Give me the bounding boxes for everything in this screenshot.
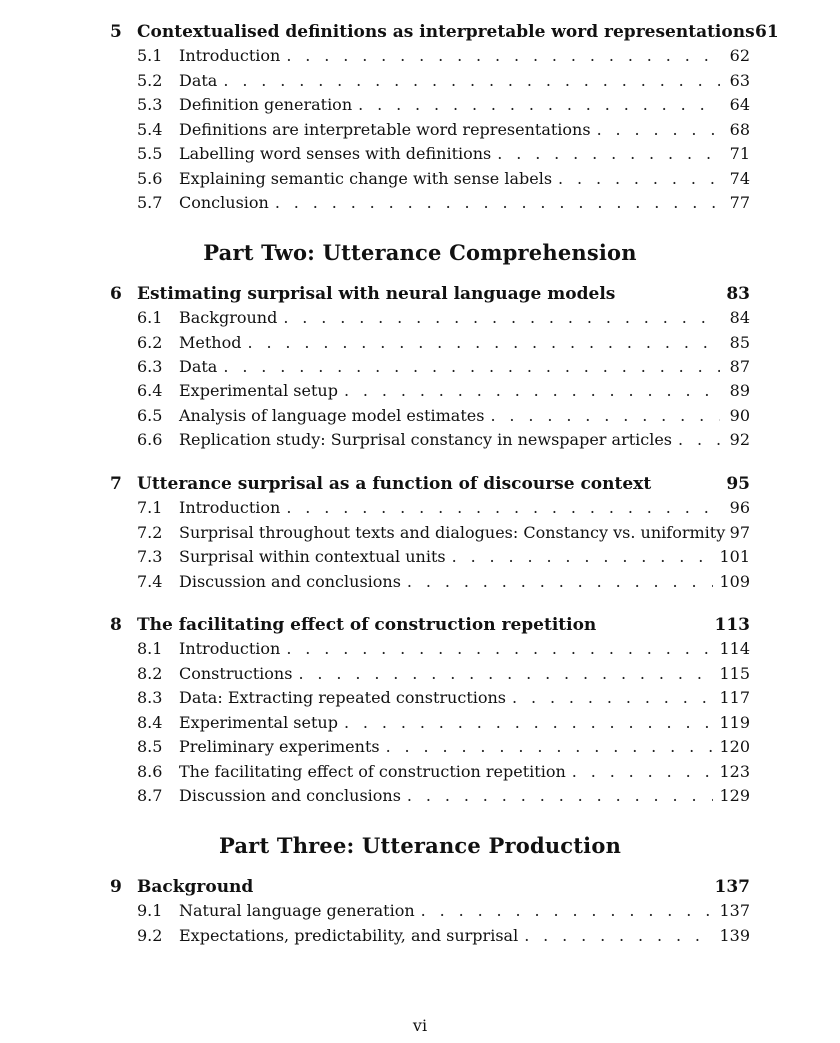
- section-page: 84: [729, 308, 750, 328]
- section-page: 64: [729, 95, 750, 115]
- leader-dots: [223, 357, 720, 376]
- section-number: 8.1: [137, 639, 163, 659]
- leader-dots: [524, 926, 713, 945]
- chapter-entry[interactable]: [110, 877, 750, 901]
- section-title: Constructions: [179, 663, 293, 683]
- leader-dots: [283, 308, 720, 327]
- section-title: The facilitating effect of construction repetition: [179, 761, 566, 781]
- leader-dots: [344, 381, 720, 400]
- leader-dots: [678, 430, 720, 449]
- section-page: 120: [719, 737, 750, 757]
- section-page: 68: [729, 119, 750, 139]
- section-title: Surprisal throughout texts and dialogues: Constancy vs. uniformity: [179, 522, 726, 542]
- leader-dots: [512, 688, 713, 707]
- section-title: Surprisal within contextual units: [179, 547, 446, 567]
- section-number: 5.3: [137, 95, 163, 115]
- section-entry[interactable]: [110, 901, 750, 925]
- section-number: 8.4: [137, 712, 163, 732]
- leader-dots: [275, 193, 720, 212]
- section-title: Definitions are interpretable word representations: [179, 119, 591, 139]
- section-title: Labelling word senses with definitions: [179, 144, 492, 164]
- section-title: Definition generation: [179, 95, 353, 115]
- leader-dots: [286, 46, 720, 65]
- section-page: 101: [719, 547, 750, 567]
- section-entry[interactable]: [110, 713, 750, 737]
- chapter-entry[interactable]: [110, 615, 750, 639]
- section-page: 123: [719, 761, 750, 781]
- chapter-title: Contextualised definitions as interpretable word representations: [137, 22, 755, 42]
- chapter-number: 5: [110, 22, 122, 42]
- section-number: 7.4: [137, 571, 163, 591]
- section-number: 8.6: [137, 761, 163, 781]
- leader-dots: [344, 713, 714, 732]
- section-page: 109: [719, 571, 750, 591]
- section-number: 5.4: [137, 119, 163, 139]
- section-page: 87: [729, 356, 750, 376]
- leader-dots: [298, 664, 713, 683]
- section-page: 85: [729, 332, 750, 352]
- section-page: 77: [729, 193, 750, 213]
- section-page: 90: [729, 405, 750, 425]
- section-entry[interactable]: [110, 333, 750, 357]
- leader-dots: [407, 572, 714, 591]
- section-entry[interactable]: [110, 572, 750, 596]
- section-number: 5.1: [137, 46, 163, 66]
- chapter-page: 95: [726, 473, 750, 494]
- section-title: Experimental setup: [179, 712, 338, 732]
- section-number: 6.2: [137, 332, 163, 352]
- chapter-number: 8: [110, 615, 122, 635]
- section-title: Introduction: [179, 639, 281, 659]
- section-title: Data: Extracting repeated constructions: [179, 688, 507, 708]
- chapter-page: 113: [714, 615, 750, 635]
- leader-dots: [597, 120, 720, 139]
- section-number: 7.3: [137, 547, 163, 567]
- section-entry[interactable]: [110, 406, 750, 430]
- section-entry[interactable]: [110, 357, 750, 381]
- part-heading: Part Three: Utterance Production: [218, 832, 622, 858]
- leader-dots: [407, 786, 714, 805]
- section-entry[interactable]: [110, 498, 750, 522]
- leader-dots: [558, 169, 720, 188]
- section-title: Expectations, predictability, and surprisal: [179, 925, 519, 945]
- section-title: Data: [179, 356, 218, 376]
- section-number: 8.7: [137, 786, 163, 806]
- section-number: 9.1: [137, 901, 163, 921]
- section-number: 5.6: [137, 168, 163, 188]
- section-entry[interactable]: [110, 664, 750, 688]
- leader-dots: [421, 901, 714, 920]
- page-number: vi: [412, 1016, 428, 1035]
- leader-dots: [497, 144, 720, 163]
- section-number: 6.4: [137, 381, 163, 401]
- section-title: Experimental setup: [179, 381, 338, 401]
- section-entry[interactable]: [110, 71, 750, 95]
- section-title: Background: [179, 308, 278, 328]
- section-number: 8.3: [137, 688, 163, 708]
- section-title: Data: [179, 70, 218, 90]
- section-number: 8.5: [137, 737, 163, 757]
- section-entry[interactable]: [110, 120, 750, 144]
- section-number: 5.5: [137, 144, 163, 164]
- chapter-page: 137: [714, 876, 750, 897]
- section-number: 6.5: [137, 405, 163, 425]
- section-entry[interactable]: [110, 547, 750, 571]
- section-page: 114: [719, 639, 750, 659]
- chapter-title: The facilitating effect of construction repetition: [137, 615, 597, 635]
- section-page: 137: [719, 901, 750, 921]
- section-number: 7.2: [137, 522, 163, 542]
- chapter-title: Utterance surprisal as a function of discourse context: [137, 473, 652, 494]
- leader-dots: [572, 762, 714, 781]
- part-heading: Part Two: Utterance Comprehension: [203, 239, 637, 265]
- chapter-number: 9: [110, 876, 122, 897]
- leader-dots: [490, 406, 720, 425]
- section-entry[interactable]: [110, 95, 750, 119]
- section-title: Method: [179, 332, 242, 352]
- section-title: Introduction: [179, 46, 281, 66]
- section-title: Discussion and conclusions: [179, 786, 401, 806]
- section-title: Analysis of language model estimates: [179, 405, 485, 425]
- chapter-page: 83: [726, 283, 750, 304]
- leader-dots: [286, 498, 720, 517]
- chapter-entry[interactable]: [110, 22, 779, 46]
- section-title: Discussion and conclusions: [179, 571, 401, 591]
- section-page: 117: [719, 688, 750, 708]
- section-entry[interactable]: [110, 193, 750, 217]
- section-entry[interactable]: [110, 688, 750, 712]
- section-page: 129: [719, 786, 750, 806]
- chapter-entry[interactable]: [110, 284, 750, 308]
- section-entry[interactable]: [110, 308, 750, 332]
- section-number: 5.2: [137, 70, 163, 90]
- section-entry[interactable]: [110, 523, 750, 547]
- section-entry[interactable]: [110, 46, 750, 70]
- section-number: 8.2: [137, 663, 163, 683]
- section-title: Replication study: Surprisal constancy in newspaper articles: [179, 430, 673, 450]
- leader-dots: [386, 737, 714, 756]
- section-page: 71: [729, 144, 750, 164]
- chapter-title: Estimating surprisal with neural language models: [137, 283, 616, 304]
- section-entry[interactable]: [110, 169, 750, 193]
- section-entry[interactable]: [110, 381, 750, 405]
- section-page: 96: [729, 498, 750, 518]
- section-entry[interactable]: [110, 737, 750, 761]
- leader-dots: [358, 95, 720, 114]
- section-page: 139: [719, 925, 750, 945]
- section-entry[interactable]: [110, 762, 750, 786]
- section-page: 97: [729, 522, 750, 542]
- section-entry[interactable]: [110, 926, 750, 950]
- chapter-number: 6: [110, 283, 122, 304]
- section-title: Preliminary experiments: [179, 737, 380, 757]
- section-number: 7.1: [137, 498, 163, 518]
- section-number: 9.2: [137, 925, 163, 945]
- chapter-page: 61: [755, 22, 779, 42]
- section-title: Natural language generation: [179, 901, 415, 921]
- section-page: 119: [719, 712, 750, 732]
- section-page: 63: [729, 70, 750, 90]
- leader-dots: [452, 547, 714, 566]
- section-title: Conclusion: [179, 193, 269, 213]
- section-number: 6.6: [137, 430, 163, 450]
- section-entry[interactable]: [110, 430, 750, 454]
- section-entry[interactable]: [110, 786, 750, 810]
- section-entry[interactable]: [110, 144, 750, 168]
- section-entry[interactable]: [110, 639, 750, 663]
- section-number: 6.1: [137, 308, 163, 328]
- section-page: 115: [719, 663, 750, 683]
- section-title: Explaining semantic change with sense labels: [179, 168, 553, 188]
- leader-dots: [223, 71, 720, 90]
- chapter-number: 7: [110, 473, 122, 494]
- leader-dots: [286, 639, 713, 658]
- section-number: 6.3: [137, 356, 163, 376]
- section-number: 5.7: [137, 193, 163, 213]
- section-title: Introduction: [179, 498, 281, 518]
- section-page: 62: [729, 46, 750, 66]
- section-page: 92: [729, 430, 750, 450]
- section-page: 89: [729, 381, 750, 401]
- leader-dots: [247, 333, 720, 352]
- chapter-title: Background: [137, 876, 254, 897]
- section-page: 74: [729, 168, 750, 188]
- chapter-entry[interactable]: [110, 474, 750, 498]
